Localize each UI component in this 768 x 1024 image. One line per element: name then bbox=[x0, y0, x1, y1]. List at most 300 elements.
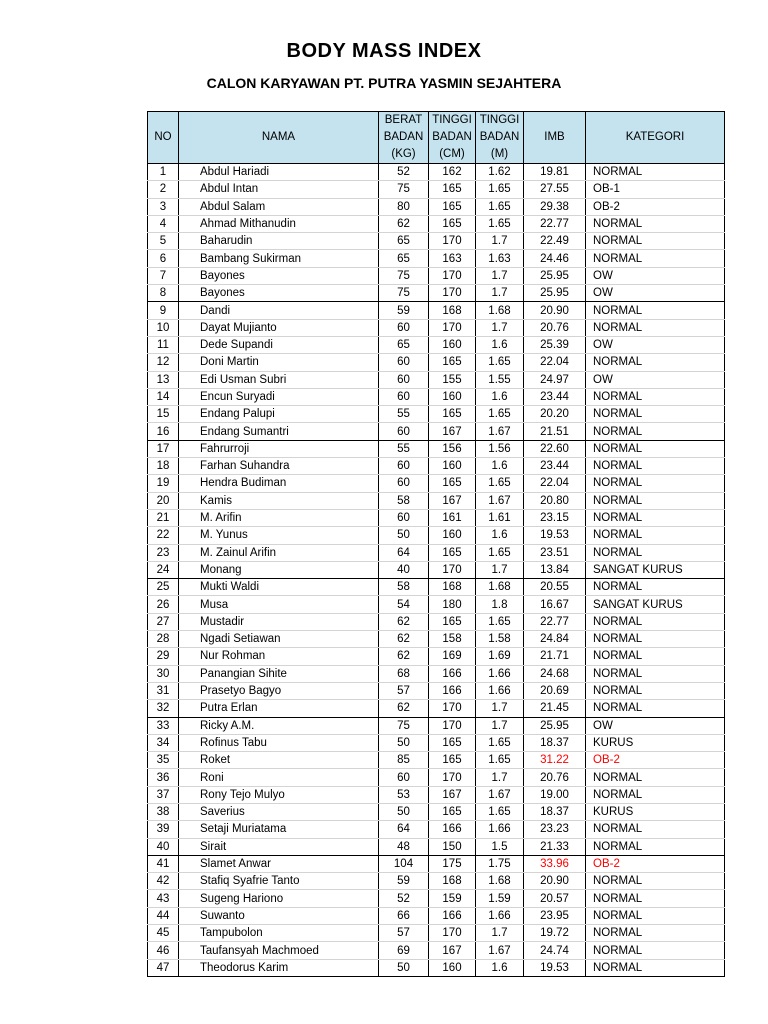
cell-nama[interactable]: Fahrurroji bbox=[179, 440, 379, 457]
cell-imb[interactable]: 21.45 bbox=[524, 700, 586, 717]
table-row[interactable] bbox=[148, 371, 725, 388]
cell-nama[interactable]: Ngadi Setiawan bbox=[179, 631, 379, 648]
cell-no[interactable]: 5 bbox=[148, 233, 179, 250]
cell-no[interactable]: 14 bbox=[148, 388, 179, 405]
table-row[interactable] bbox=[148, 717, 725, 734]
cell-tinggi-m[interactable]: 1.75 bbox=[476, 855, 524, 872]
cell-berat[interactable]: 69 bbox=[379, 942, 429, 959]
cell-kategori[interactable]: NORMAL bbox=[586, 423, 725, 440]
cell-nama[interactable]: Monang bbox=[179, 561, 379, 578]
cell-tinggi-cm[interactable]: 165 bbox=[429, 406, 476, 423]
cell-no[interactable]: 3 bbox=[148, 198, 179, 215]
cell-berat[interactable]: 58 bbox=[379, 492, 429, 509]
cell-nama[interactable]: Mustadir bbox=[179, 613, 379, 630]
cell-kategori[interactable]: SANGAT KURUS bbox=[586, 596, 725, 613]
cell-tinggi-cm[interactable]: 165 bbox=[429, 752, 476, 769]
cell-no[interactable]: 42 bbox=[148, 873, 179, 890]
cell-nama[interactable]: Tampubolon bbox=[179, 925, 379, 942]
cell-berat[interactable]: 65 bbox=[379, 336, 429, 353]
table-row[interactable] bbox=[148, 734, 725, 751]
cell-tinggi-m[interactable]: 1.67 bbox=[476, 492, 524, 509]
cell-tinggi-cm[interactable]: 165 bbox=[429, 181, 476, 198]
cell-tinggi-m[interactable]: 1.66 bbox=[476, 665, 524, 682]
cell-nama[interactable]: Sugeng Hariono bbox=[179, 890, 379, 907]
cell-nama[interactable]: Theodorus Karim bbox=[179, 959, 379, 976]
cell-imb[interactable]: 18.37 bbox=[524, 803, 586, 820]
cell-berat[interactable]: 57 bbox=[379, 682, 429, 699]
cell-berat[interactable]: 50 bbox=[379, 734, 429, 751]
cell-imb[interactable]: 22.04 bbox=[524, 475, 586, 492]
cell-no[interactable]: 36 bbox=[148, 769, 179, 786]
table-row[interactable] bbox=[148, 855, 725, 872]
table-row[interactable] bbox=[148, 890, 725, 907]
cell-no[interactable]: 2 bbox=[148, 181, 179, 198]
cell-no[interactable]: 16 bbox=[148, 423, 179, 440]
cell-imb[interactable]: 21.71 bbox=[524, 648, 586, 665]
cell-berat[interactable]: 54 bbox=[379, 596, 429, 613]
cell-berat[interactable]: 52 bbox=[379, 164, 429, 181]
cell-nama[interactable]: Abdul Hariadi bbox=[179, 164, 379, 181]
cell-nama[interactable]: Prasetyo Bagyo bbox=[179, 682, 379, 699]
cell-berat[interactable]: 58 bbox=[379, 579, 429, 596]
cell-no[interactable]: 37 bbox=[148, 786, 179, 803]
table-row[interactable] bbox=[148, 907, 725, 924]
cell-tinggi-cm[interactable]: 168 bbox=[429, 579, 476, 596]
cell-nama[interactable]: Baharudin bbox=[179, 233, 379, 250]
cell-no[interactable]: 8 bbox=[148, 285, 179, 302]
cell-no[interactable]: 30 bbox=[148, 665, 179, 682]
cell-kategori[interactable]: NORMAL bbox=[586, 544, 725, 561]
cell-no[interactable]: 24 bbox=[148, 561, 179, 578]
cell-nama[interactable]: Musa bbox=[179, 596, 379, 613]
table-row[interactable] bbox=[148, 198, 725, 215]
cell-kategori[interactable]: NORMAL bbox=[586, 613, 725, 630]
table-row[interactable] bbox=[148, 665, 725, 682]
cell-nama[interactable]: Endang Palupi bbox=[179, 406, 379, 423]
cell-kategori[interactable]: NORMAL bbox=[586, 769, 725, 786]
cell-imb[interactable]: 33.96 bbox=[524, 855, 586, 872]
cell-tinggi-m[interactable]: 1.65 bbox=[476, 803, 524, 820]
cell-tinggi-m[interactable]: 1.65 bbox=[476, 475, 524, 492]
cell-kategori[interactable]: NORMAL bbox=[586, 492, 725, 509]
cell-kategori[interactable]: NORMAL bbox=[586, 648, 725, 665]
cell-tinggi-m[interactable]: 1.65 bbox=[476, 752, 524, 769]
cell-imb[interactable]: 25.95 bbox=[524, 267, 586, 284]
cell-nama[interactable]: Ricky A.M. bbox=[179, 717, 379, 734]
cell-tinggi-cm[interactable]: 166 bbox=[429, 682, 476, 699]
cell-berat[interactable]: 75 bbox=[379, 717, 429, 734]
table-row[interactable] bbox=[148, 336, 725, 353]
cell-imb[interactable]: 20.76 bbox=[524, 769, 586, 786]
cell-tinggi-m[interactable]: 1.7 bbox=[476, 285, 524, 302]
cell-imb[interactable]: 23.44 bbox=[524, 458, 586, 475]
table-row[interactable] bbox=[148, 215, 725, 232]
cell-nama[interactable]: Stafiq Syafrie Tanto bbox=[179, 873, 379, 890]
cell-tinggi-cm[interactable]: 160 bbox=[429, 527, 476, 544]
cell-kategori[interactable]: NORMAL bbox=[586, 164, 725, 181]
cell-berat[interactable]: 66 bbox=[379, 907, 429, 924]
cell-imb[interactable]: 19.72 bbox=[524, 925, 586, 942]
cell-imb[interactable]: 24.68 bbox=[524, 665, 586, 682]
cell-no[interactable]: 15 bbox=[148, 406, 179, 423]
cell-tinggi-cm[interactable]: 170 bbox=[429, 285, 476, 302]
cell-tinggi-m[interactable]: 1.68 bbox=[476, 873, 524, 890]
cell-tinggi-m[interactable]: 1.66 bbox=[476, 682, 524, 699]
cell-imb[interactable]: 23.23 bbox=[524, 821, 586, 838]
cell-tinggi-m[interactable]: 1.68 bbox=[476, 579, 524, 596]
cell-nama[interactable]: Rofinus Tabu bbox=[179, 734, 379, 751]
cell-tinggi-cm[interactable]: 168 bbox=[429, 302, 476, 319]
cell-no[interactable]: 46 bbox=[148, 942, 179, 959]
cell-kategori[interactable]: NORMAL bbox=[586, 302, 725, 319]
cell-kategori[interactable]: NORMAL bbox=[586, 786, 725, 803]
cell-nama[interactable]: Bambang Sukirman bbox=[179, 250, 379, 267]
cell-tinggi-cm[interactable]: 167 bbox=[429, 492, 476, 509]
cell-kategori[interactable]: NORMAL bbox=[586, 631, 725, 648]
cell-imb[interactable]: 24.74 bbox=[524, 942, 586, 959]
table-row[interactable] bbox=[148, 959, 725, 976]
cell-nama[interactable]: Kamis bbox=[179, 492, 379, 509]
cell-berat[interactable]: 60 bbox=[379, 769, 429, 786]
table-row[interactable] bbox=[148, 821, 725, 838]
cell-berat[interactable]: 60 bbox=[379, 388, 429, 405]
table-row[interactable] bbox=[148, 509, 725, 526]
cell-no[interactable]: 19 bbox=[148, 475, 179, 492]
table-row[interactable] bbox=[148, 579, 725, 596]
cell-berat[interactable]: 60 bbox=[379, 371, 429, 388]
cell-tinggi-m[interactable]: 1.55 bbox=[476, 371, 524, 388]
cell-imb[interactable]: 21.51 bbox=[524, 423, 586, 440]
cell-nama[interactable]: Suwanto bbox=[179, 907, 379, 924]
cell-imb[interactable]: 23.51 bbox=[524, 544, 586, 561]
cell-no[interactable]: 25 bbox=[148, 579, 179, 596]
cell-imb[interactable]: 22.49 bbox=[524, 233, 586, 250]
cell-imb[interactable]: 19.81 bbox=[524, 164, 586, 181]
cell-berat[interactable]: 50 bbox=[379, 527, 429, 544]
cell-berat[interactable]: 65 bbox=[379, 250, 429, 267]
cell-nama[interactable]: Abdul Salam bbox=[179, 198, 379, 215]
cell-imb[interactable]: 20.55 bbox=[524, 579, 586, 596]
cell-no[interactable]: 33 bbox=[148, 717, 179, 734]
cell-berat[interactable]: 64 bbox=[379, 544, 429, 561]
cell-berat[interactable]: 62 bbox=[379, 700, 429, 717]
cell-no[interactable]: 41 bbox=[148, 855, 179, 872]
table-row[interactable] bbox=[148, 873, 725, 890]
cell-tinggi-cm[interactable]: 165 bbox=[429, 803, 476, 820]
cell-nama[interactable]: Farhan Suhandra bbox=[179, 458, 379, 475]
cell-berat[interactable]: 75 bbox=[379, 267, 429, 284]
cell-tinggi-cm[interactable]: 162 bbox=[429, 164, 476, 181]
cell-tinggi-cm[interactable]: 170 bbox=[429, 717, 476, 734]
cell-imb[interactable]: 23.95 bbox=[524, 907, 586, 924]
cell-berat[interactable]: 65 bbox=[379, 233, 429, 250]
cell-tinggi-m[interactable]: 1.7 bbox=[476, 925, 524, 942]
cell-imb[interactable]: 20.90 bbox=[524, 873, 586, 890]
cell-nama[interactable]: M. Yunus bbox=[179, 527, 379, 544]
cell-tinggi-cm[interactable]: 160 bbox=[429, 388, 476, 405]
cell-nama[interactable]: M. Zainul Arifin bbox=[179, 544, 379, 561]
table-row[interactable] bbox=[148, 406, 725, 423]
cell-no[interactable]: 26 bbox=[148, 596, 179, 613]
cell-tinggi-m[interactable]: 1.6 bbox=[476, 959, 524, 976]
cell-no[interactable]: 17 bbox=[148, 440, 179, 457]
cell-kategori[interactable]: NORMAL bbox=[586, 579, 725, 596]
cell-kategori[interactable]: NORMAL bbox=[586, 821, 725, 838]
cell-no[interactable]: 40 bbox=[148, 838, 179, 855]
cell-imb[interactable]: 20.69 bbox=[524, 682, 586, 699]
table-row[interactable] bbox=[148, 527, 725, 544]
cell-tinggi-cm[interactable]: 170 bbox=[429, 925, 476, 942]
cell-imb[interactable]: 21.33 bbox=[524, 838, 586, 855]
cell-kategori[interactable]: NORMAL bbox=[586, 354, 725, 371]
table-row[interactable] bbox=[148, 250, 725, 267]
cell-nama[interactable]: Rony Tejo Mulyo bbox=[179, 786, 379, 803]
cell-kategori[interactable]: NORMAL bbox=[586, 319, 725, 336]
cell-nama[interactable]: Dandi bbox=[179, 302, 379, 319]
cell-no[interactable]: 11 bbox=[148, 336, 179, 353]
cell-kategori[interactable]: SANGAT KURUS bbox=[586, 561, 725, 578]
cell-tinggi-cm[interactable]: 165 bbox=[429, 613, 476, 630]
cell-tinggi-cm[interactable]: 160 bbox=[429, 336, 476, 353]
cell-tinggi-m[interactable]: 1.6 bbox=[476, 527, 524, 544]
cell-tinggi-cm[interactable]: 161 bbox=[429, 509, 476, 526]
cell-imb[interactable]: 22.77 bbox=[524, 613, 586, 630]
cell-nama[interactable]: Encun Suryadi bbox=[179, 388, 379, 405]
cell-no[interactable]: 44 bbox=[148, 907, 179, 924]
cell-berat[interactable]: 57 bbox=[379, 925, 429, 942]
cell-tinggi-cm[interactable]: 150 bbox=[429, 838, 476, 855]
cell-berat[interactable]: 104 bbox=[379, 855, 429, 872]
cell-tinggi-cm[interactable]: 158 bbox=[429, 631, 476, 648]
cell-berat[interactable]: 64 bbox=[379, 821, 429, 838]
cell-berat[interactable]: 75 bbox=[379, 181, 429, 198]
table-row[interactable] bbox=[148, 631, 725, 648]
cell-nama[interactable]: Slamet Anwar bbox=[179, 855, 379, 872]
cell-kategori[interactable]: OW bbox=[586, 717, 725, 734]
cell-tinggi-cm[interactable]: 165 bbox=[429, 354, 476, 371]
cell-kategori[interactable]: OW bbox=[586, 371, 725, 388]
cell-tinggi-m[interactable]: 1.7 bbox=[476, 267, 524, 284]
cell-tinggi-m[interactable]: 1.56 bbox=[476, 440, 524, 457]
cell-imb[interactable]: 19.53 bbox=[524, 527, 586, 544]
cell-tinggi-m[interactable]: 1.67 bbox=[476, 786, 524, 803]
cell-berat[interactable]: 52 bbox=[379, 890, 429, 907]
cell-kategori[interactable]: OB-2 bbox=[586, 752, 725, 769]
cell-berat[interactable]: 60 bbox=[379, 423, 429, 440]
cell-kategori[interactable]: OB-1 bbox=[586, 181, 725, 198]
table-row[interactable] bbox=[148, 267, 725, 284]
cell-nama[interactable]: Bayones bbox=[179, 285, 379, 302]
cell-tinggi-cm[interactable]: 165 bbox=[429, 544, 476, 561]
table-row[interactable] bbox=[148, 440, 725, 457]
cell-tinggi-cm[interactable]: 167 bbox=[429, 786, 476, 803]
cell-no[interactable]: 21 bbox=[148, 509, 179, 526]
cell-no[interactable]: 32 bbox=[148, 700, 179, 717]
cell-no[interactable]: 6 bbox=[148, 250, 179, 267]
table-row[interactable] bbox=[148, 181, 725, 198]
table-row[interactable] bbox=[148, 925, 725, 942]
cell-no[interactable]: 22 bbox=[148, 527, 179, 544]
cell-kategori[interactable]: NORMAL bbox=[586, 890, 725, 907]
cell-tinggi-cm[interactable]: 165 bbox=[429, 198, 476, 215]
cell-imb[interactable]: 22.77 bbox=[524, 215, 586, 232]
cell-no[interactable]: 45 bbox=[148, 925, 179, 942]
cell-imb[interactable]: 31.22 bbox=[524, 752, 586, 769]
table-row[interactable] bbox=[148, 233, 725, 250]
cell-nama[interactable]: Saverius bbox=[179, 803, 379, 820]
table-row[interactable] bbox=[148, 596, 725, 613]
cell-imb[interactable]: 20.20 bbox=[524, 406, 586, 423]
table-row[interactable] bbox=[148, 423, 725, 440]
cell-tinggi-m[interactable]: 1.7 bbox=[476, 561, 524, 578]
cell-kategori[interactable]: NORMAL bbox=[586, 907, 725, 924]
cell-kategori[interactable]: NORMAL bbox=[586, 233, 725, 250]
cell-tinggi-cm[interactable]: 167 bbox=[429, 423, 476, 440]
cell-no[interactable]: 35 bbox=[148, 752, 179, 769]
cell-kategori[interactable]: KURUS bbox=[586, 734, 725, 751]
table-row[interactable] bbox=[148, 700, 725, 717]
cell-no[interactable]: 28 bbox=[148, 631, 179, 648]
cell-tinggi-m[interactable]: 1.66 bbox=[476, 821, 524, 838]
cell-tinggi-cm[interactable]: 170 bbox=[429, 561, 476, 578]
cell-berat[interactable]: 59 bbox=[379, 302, 429, 319]
cell-nama[interactable]: Bayones bbox=[179, 267, 379, 284]
cell-tinggi-m[interactable]: 1.65 bbox=[476, 354, 524, 371]
cell-kategori[interactable]: NORMAL bbox=[586, 527, 725, 544]
table-row[interactable] bbox=[148, 682, 725, 699]
cell-kategori[interactable]: KURUS bbox=[586, 803, 725, 820]
cell-kategori[interactable]: NORMAL bbox=[586, 942, 725, 959]
cell-no[interactable]: 39 bbox=[148, 821, 179, 838]
cell-tinggi-cm[interactable]: 170 bbox=[429, 233, 476, 250]
table-row[interactable] bbox=[148, 769, 725, 786]
cell-tinggi-m[interactable]: 1.7 bbox=[476, 769, 524, 786]
cell-berat[interactable]: 59 bbox=[379, 873, 429, 890]
cell-kategori[interactable]: NORMAL bbox=[586, 665, 725, 682]
table-row[interactable] bbox=[148, 613, 725, 630]
cell-tinggi-cm[interactable]: 170 bbox=[429, 700, 476, 717]
cell-tinggi-m[interactable]: 1.8 bbox=[476, 596, 524, 613]
cell-berat[interactable]: 75 bbox=[379, 285, 429, 302]
cell-tinggi-m[interactable]: 1.65 bbox=[476, 544, 524, 561]
cell-kategori[interactable]: NORMAL bbox=[586, 250, 725, 267]
cell-imb[interactable]: 20.90 bbox=[524, 302, 586, 319]
cell-tinggi-m[interactable]: 1.7 bbox=[476, 233, 524, 250]
cell-tinggi-cm[interactable]: 160 bbox=[429, 458, 476, 475]
cell-imb[interactable]: 23.15 bbox=[524, 509, 586, 526]
cell-imb[interactable]: 22.04 bbox=[524, 354, 586, 371]
cell-tinggi-cm[interactable]: 155 bbox=[429, 371, 476, 388]
cell-berat[interactable]: 60 bbox=[379, 458, 429, 475]
cell-berat[interactable]: 62 bbox=[379, 215, 429, 232]
cell-no[interactable]: 13 bbox=[148, 371, 179, 388]
cell-kategori[interactable]: OW bbox=[586, 336, 725, 353]
table-row[interactable] bbox=[148, 302, 725, 319]
table-row[interactable] bbox=[148, 164, 725, 181]
cell-kategori[interactable]: NORMAL bbox=[586, 959, 725, 976]
cell-kategori[interactable]: OW bbox=[586, 267, 725, 284]
cell-no[interactable]: 10 bbox=[148, 319, 179, 336]
cell-nama[interactable]: Roket bbox=[179, 752, 379, 769]
cell-tinggi-cm[interactable]: 165 bbox=[429, 734, 476, 751]
cell-tinggi-m[interactable]: 1.65 bbox=[476, 406, 524, 423]
cell-nama[interactable]: Nur Rohman bbox=[179, 648, 379, 665]
cell-tinggi-m[interactable]: 1.65 bbox=[476, 215, 524, 232]
cell-nama[interactable]: Panangian Sihite bbox=[179, 665, 379, 682]
cell-tinggi-m[interactable]: 1.7 bbox=[476, 717, 524, 734]
cell-berat[interactable]: 60 bbox=[379, 319, 429, 336]
cell-kategori[interactable]: OB-2 bbox=[586, 855, 725, 872]
cell-berat[interactable]: 40 bbox=[379, 561, 429, 578]
cell-no[interactable]: 47 bbox=[148, 959, 179, 976]
table-row[interactable] bbox=[148, 544, 725, 561]
cell-imb[interactable]: 24.46 bbox=[524, 250, 586, 267]
cell-berat[interactable]: 62 bbox=[379, 631, 429, 648]
cell-nama[interactable]: Edi Usman Subri bbox=[179, 371, 379, 388]
cell-tinggi-m[interactable]: 1.68 bbox=[476, 302, 524, 319]
cell-berat[interactable]: 62 bbox=[379, 648, 429, 665]
cell-tinggi-m[interactable]: 1.63 bbox=[476, 250, 524, 267]
cell-tinggi-m[interactable]: 1.65 bbox=[476, 181, 524, 198]
cell-kategori[interactable]: NORMAL bbox=[586, 925, 725, 942]
table-row[interactable] bbox=[148, 803, 725, 820]
cell-nama[interactable]: Roni bbox=[179, 769, 379, 786]
cell-no[interactable]: 29 bbox=[148, 648, 179, 665]
cell-tinggi-cm[interactable]: 170 bbox=[429, 319, 476, 336]
cell-kategori[interactable]: NORMAL bbox=[586, 440, 725, 457]
cell-tinggi-m[interactable]: 1.61 bbox=[476, 509, 524, 526]
cell-tinggi-cm[interactable]: 163 bbox=[429, 250, 476, 267]
cell-imb[interactable]: 16.67 bbox=[524, 596, 586, 613]
cell-tinggi-cm[interactable]: 159 bbox=[429, 890, 476, 907]
cell-berat[interactable]: 55 bbox=[379, 440, 429, 457]
cell-berat[interactable]: 80 bbox=[379, 198, 429, 215]
cell-no[interactable]: 34 bbox=[148, 734, 179, 751]
cell-berat[interactable]: 85 bbox=[379, 752, 429, 769]
cell-berat[interactable]: 68 bbox=[379, 665, 429, 682]
table-row[interactable] bbox=[148, 786, 725, 803]
cell-nama[interactable]: Hendra Budiman bbox=[179, 475, 379, 492]
cell-no[interactable]: 18 bbox=[148, 458, 179, 475]
cell-no[interactable]: 20 bbox=[148, 492, 179, 509]
cell-tinggi-cm[interactable]: 167 bbox=[429, 942, 476, 959]
cell-nama[interactable]: Dede Supandi bbox=[179, 336, 379, 353]
table-row[interactable] bbox=[148, 319, 725, 336]
table-row[interactable] bbox=[148, 561, 725, 578]
table-row[interactable] bbox=[148, 458, 725, 475]
cell-imb[interactable]: 20.76 bbox=[524, 319, 586, 336]
cell-nama[interactable]: Taufansyah Machmoed bbox=[179, 942, 379, 959]
cell-no[interactable]: 12 bbox=[148, 354, 179, 371]
cell-tinggi-m[interactable]: 1.6 bbox=[476, 336, 524, 353]
cell-kategori[interactable]: NORMAL bbox=[586, 838, 725, 855]
cell-berat[interactable]: 53 bbox=[379, 786, 429, 803]
table-row[interactable] bbox=[148, 648, 725, 665]
cell-tinggi-cm[interactable]: 156 bbox=[429, 440, 476, 457]
cell-tinggi-cm[interactable]: 170 bbox=[429, 267, 476, 284]
cell-tinggi-cm[interactable]: 160 bbox=[429, 959, 476, 976]
cell-kategori[interactable]: OB-2 bbox=[586, 198, 725, 215]
cell-imb[interactable]: 19.53 bbox=[524, 959, 586, 976]
cell-tinggi-cm[interactable]: 175 bbox=[429, 855, 476, 872]
cell-berat[interactable]: 55 bbox=[379, 406, 429, 423]
cell-berat[interactable]: 60 bbox=[379, 354, 429, 371]
table-row[interactable] bbox=[148, 492, 725, 509]
cell-no[interactable]: 43 bbox=[148, 890, 179, 907]
table-row[interactable] bbox=[148, 388, 725, 405]
cell-tinggi-cm[interactable]: 165 bbox=[429, 475, 476, 492]
cell-tinggi-cm[interactable]: 166 bbox=[429, 907, 476, 924]
